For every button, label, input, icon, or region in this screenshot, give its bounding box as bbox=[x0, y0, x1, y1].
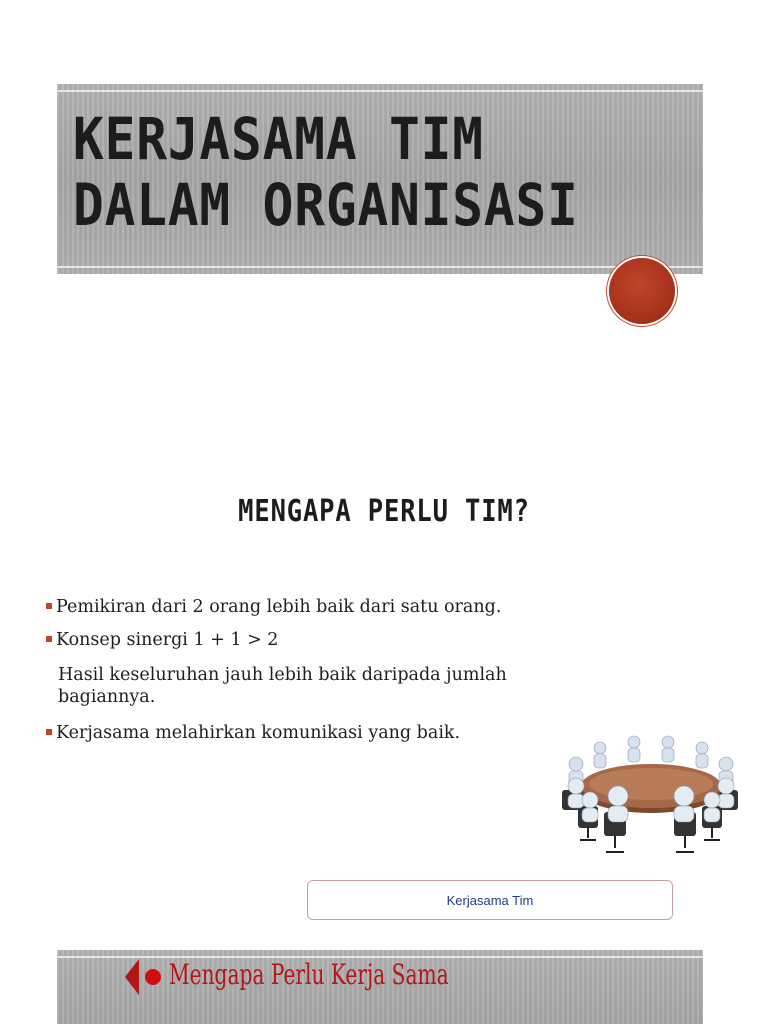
slide-title bbox=[73, 106, 619, 238]
title-line-2: DALAM ORGANISASI bbox=[73, 171, 579, 239]
bullet-marker-icon bbox=[46, 636, 52, 642]
bullet-marker-icon bbox=[46, 729, 52, 735]
title-banner bbox=[57, 84, 703, 274]
bullet-subtext: Hasil keseluruhan jauh lebih baik daripada jumlah bagiannya. bbox=[58, 665, 507, 707]
bullet-item: Konsep sinergi 1 + 1 > 2 bbox=[46, 629, 586, 651]
caption-box bbox=[307, 880, 673, 920]
bullet-dot-icon bbox=[145, 969, 161, 985]
bullet-item: Kerjasama melahirkan komunikasi yang baik. bbox=[46, 722, 586, 744]
bottom-title-banner bbox=[57, 950, 703, 1024]
title-line-1: KERJASAMA TIM bbox=[73, 105, 484, 173]
slide3-title: Mengapa Perlu Kerja Sama bbox=[169, 958, 449, 991]
bullet-marker-icon bbox=[46, 603, 52, 609]
back-arrow-icon[interactable] bbox=[125, 959, 139, 995]
caption-text: Kerjasama Tim bbox=[446, 892, 534, 908]
team-meeting-illustration bbox=[556, 734, 742, 858]
bullet-item: Pemikiran dari 2 orang lebih baik dari satu orang. bbox=[46, 596, 586, 618]
section-heading: MENGAPA PERLU TIM? bbox=[238, 494, 530, 529]
decorative-circle-icon bbox=[609, 258, 675, 324]
